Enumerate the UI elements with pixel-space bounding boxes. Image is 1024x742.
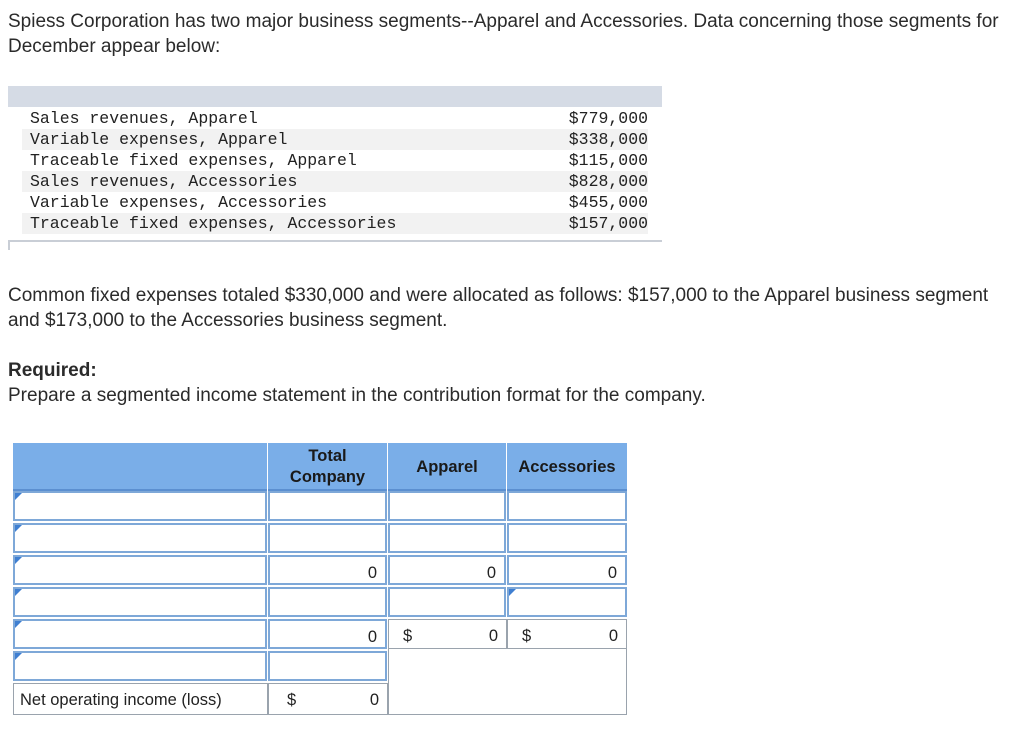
dropdown-marker-icon	[15, 493, 22, 500]
subtotal-value: 0	[486, 564, 496, 582]
dropdown-marker-icon	[509, 589, 516, 596]
row-label-dropdown[interactable]	[13, 651, 267, 681]
total-company-input[interactable]	[268, 587, 387, 617]
total-company-subtotal	[268, 555, 387, 585]
data-row-value: $455,000	[568, 193, 648, 212]
accessories-input[interactable]	[507, 491, 627, 521]
row-label-dropdown[interactable]	[13, 491, 267, 521]
dropdown-marker-icon	[15, 589, 22, 596]
accessories-input[interactable]	[507, 523, 627, 553]
dropdown-marker-icon	[15, 525, 22, 532]
header-label-cell	[13, 443, 267, 491]
row-label-dropdown[interactable]	[13, 619, 267, 649]
data-row-label: Traceable fixed expenses, Apparel	[30, 151, 357, 170]
data-row	[22, 213, 648, 234]
apparel-input[interactable]	[388, 523, 506, 553]
apparel-input[interactable]	[388, 587, 506, 617]
apparel-subtotal	[388, 555, 506, 585]
header-total-line2: Company	[289, 468, 366, 486]
required-heading: Required:	[8, 360, 97, 381]
data-row-value: $115,000	[568, 151, 648, 170]
common-fixed-text: Common fixed expenses totaled $330,000 and were allocated as follows: $157,000 to the Apparel business segment and $173,000 to the Accessories business segment.	[8, 285, 989, 331]
row-label-dropdown[interactable]	[13, 587, 267, 617]
required-text: Prepare a segmented income statement in the contribution format for the company.	[8, 385, 706, 406]
header-total-line1: Total	[308, 447, 347, 465]
data-row	[22, 171, 648, 192]
subtotal-value: 0	[367, 564, 377, 582]
data-row-label: Sales revenues, Accessories	[30, 172, 298, 191]
subtotal-value: 0	[367, 628, 377, 646]
total-company-input[interactable]	[268, 523, 387, 553]
final-label-cell	[13, 683, 268, 715]
data-row	[22, 150, 648, 171]
row-label-dropdown[interactable]	[13, 523, 267, 553]
dropdown-marker-icon	[15, 621, 22, 628]
header-apparel: Apparel	[416, 458, 478, 476]
data-row-value: $338,000	[568, 130, 648, 149]
apparel-segment-margin	[388, 619, 507, 649]
data-row-label: Sales revenues, Apparel	[30, 109, 258, 128]
subtotal-value: 0	[608, 627, 618, 645]
dollar-sign: $	[287, 691, 297, 709]
accessories-segment-margin	[507, 619, 627, 649]
dollar-sign: $	[522, 627, 532, 645]
header-accessories: Accessories	[518, 458, 616, 476]
data-row-value: $779,000	[568, 109, 648, 128]
row-label-dropdown[interactable]	[13, 555, 267, 585]
data-row-value: $157,000	[568, 214, 648, 233]
total-company-input[interactable]	[268, 491, 387, 521]
final-row-label: Net operating income (loss)	[20, 691, 222, 709]
data-block	[8, 86, 662, 250]
total-company-input[interactable]	[268, 651, 387, 681]
data-row-label: Variable expenses, Apparel	[30, 130, 288, 149]
data-block-header-bar	[8, 86, 662, 107]
subtotal-value: 0	[488, 627, 498, 645]
blank-segment-area	[388, 649, 627, 715]
intro-text: Spiess Corporation has two major business segments--Apparel and Accessories. Data concerning those segments for December appear below:	[8, 11, 999, 57]
segmented-income-statement-table	[13, 443, 627, 715]
data-row-label: Variable expenses, Accessories	[30, 193, 328, 212]
dropdown-marker-icon	[15, 653, 22, 660]
dollar-sign: $	[403, 627, 413, 645]
data-row-label: Traceable fixed expenses, Accessories	[30, 214, 397, 233]
apparel-input[interactable]	[388, 491, 506, 521]
net-operating-income-total	[268, 683, 388, 715]
net-operating-income-value: 0	[369, 691, 379, 709]
accessories-subtotal	[507, 555, 627, 585]
total-company-subtotal	[268, 619, 387, 649]
dropdown-marker-icon	[15, 557, 22, 564]
data-block-corner-rule	[8, 240, 10, 250]
accessories-input[interactable]	[507, 587, 627, 617]
subtotal-value: 0	[607, 564, 617, 582]
data-row-value: $828,000	[568, 172, 648, 191]
data-row	[22, 192, 648, 213]
data-row	[22, 129, 648, 150]
data-row	[22, 108, 648, 129]
data-block-bottom-rule	[8, 240, 662, 242]
